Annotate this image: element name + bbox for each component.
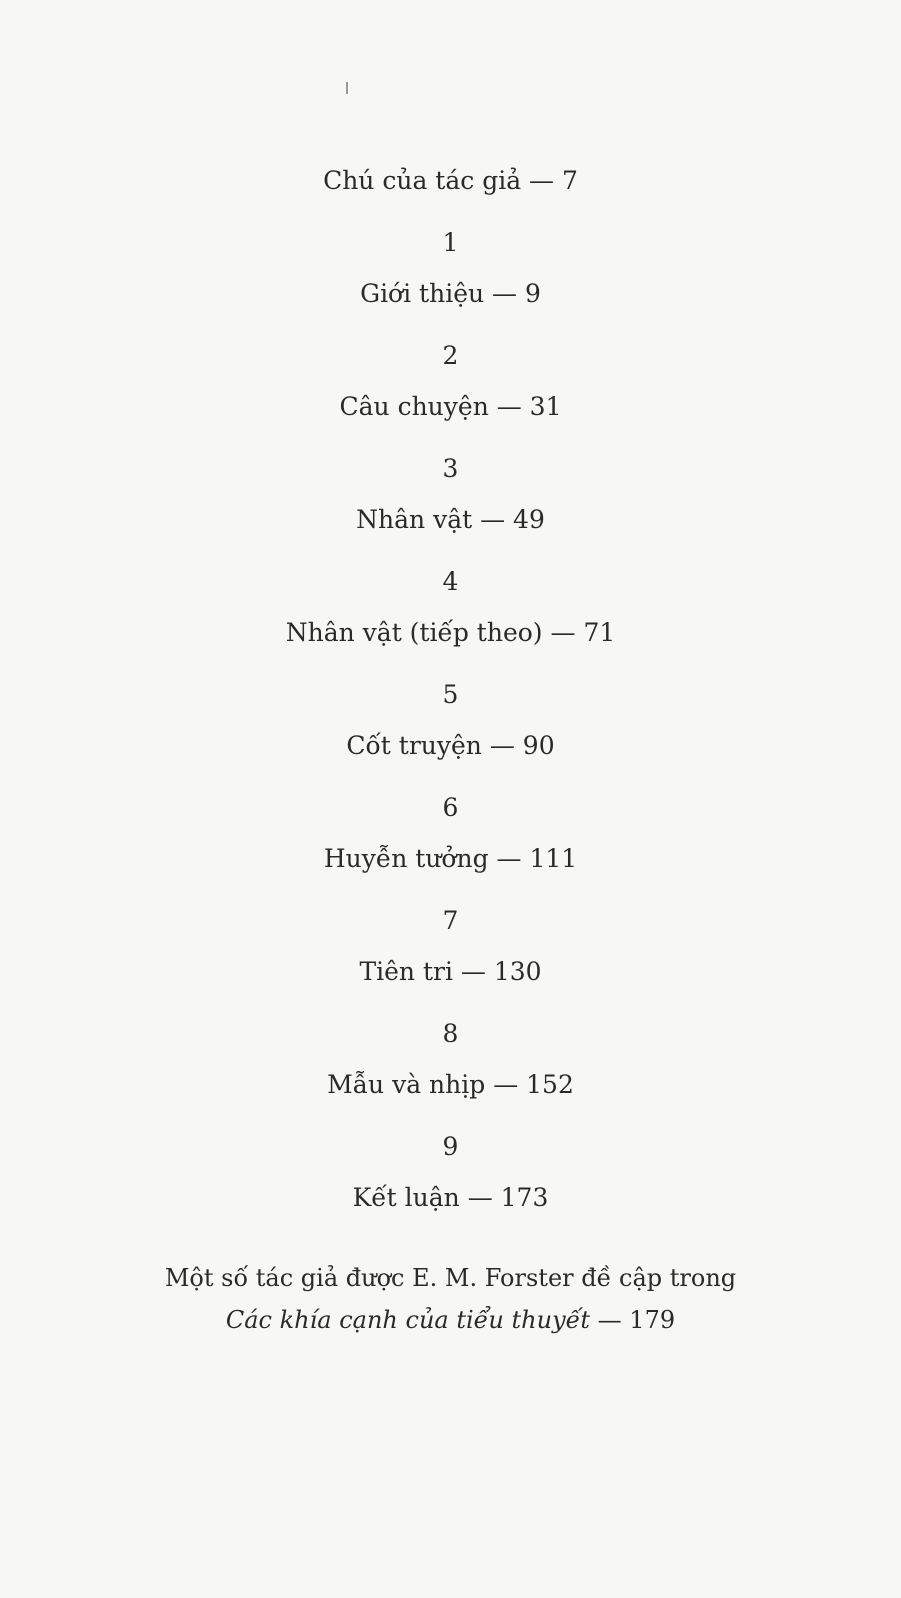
chapter-number: 5 [442, 680, 459, 709]
appendix-line-1: Một số tác giả được E. M. Forster đề cập trong [164, 1264, 737, 1292]
book-title: Các khía cạnh của tiểu thuyết [225, 1306, 591, 1334]
chapter-number: 2 [442, 341, 459, 370]
chapter-title: Kết luận — 173 [352, 1183, 549, 1212]
chapter-number: 8 [442, 1019, 459, 1048]
chapter-number: 1 [442, 228, 459, 257]
chapter-title: Nhân vật — 49 [356, 505, 545, 534]
chapter-number: 7 [442, 906, 459, 935]
chapter-number: 3 [442, 454, 459, 483]
chapter-title: Giới thiệu — 9 [360, 279, 541, 308]
appendix-page: — 179 [590, 1306, 676, 1334]
chapter-title: Huyễn tưởng — 111 [323, 844, 578, 873]
chapter-title: Nhân vật (tiếp theo) — 71 [285, 618, 616, 647]
toc-preface: Chú của tác giả — 7 [323, 166, 578, 195]
chapter-title: Tiên tri — 130 [359, 957, 542, 986]
chapter-title: Cốt truyện — 90 [346, 731, 555, 760]
chapter-number: 9 [442, 1132, 459, 1161]
chapter-number: 6 [442, 793, 459, 822]
chapter-number: 4 [442, 567, 459, 596]
scan-mark [346, 82, 348, 94]
chapter-title: Mẫu và nhịp — 152 [327, 1070, 574, 1099]
chapter-title: Câu chuyện — 31 [339, 392, 562, 421]
appendix-line-2 [0, 1305, 901, 1335]
